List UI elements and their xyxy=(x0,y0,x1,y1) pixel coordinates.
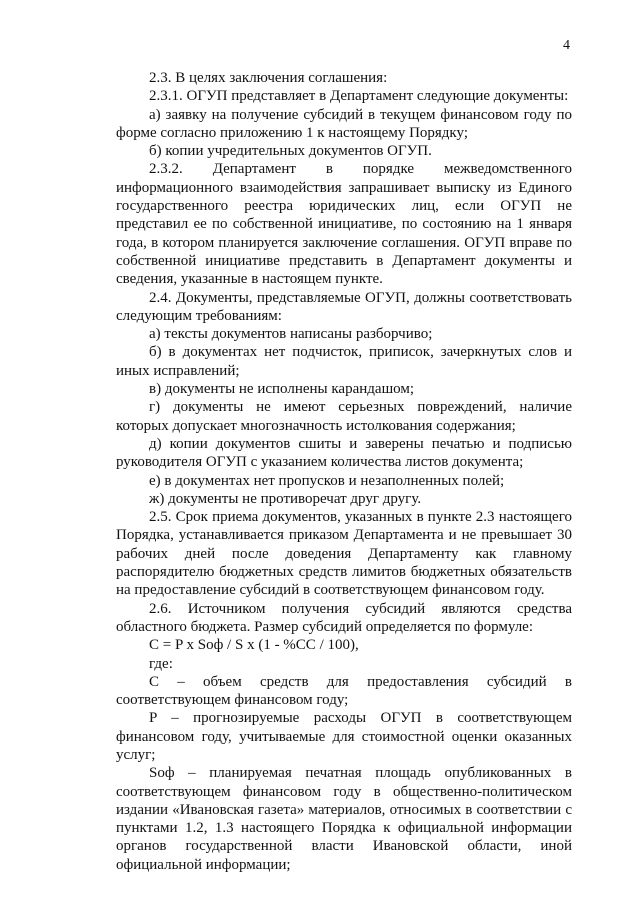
requirement-v: в) документы не исполнены карандашом; xyxy=(149,381,414,398)
paragraph-2-3-2: 2.3.2. Департамент в порядке межведомственного информационного взаимодействия запрашивает выписку из Единого государственного реестра юридических лиц, если ОГУП не представил ее по собственной инициативе, по состоянию на 1 января года, в котором планируется заключение соглашения. ОГУП вправе по собственной инициативе представить в Департамент документы и сведения, указанные в настоящем пункте. xyxy=(116,161,572,288)
requirement-d: д) копии документов сшиты и заверены печатью и подписью руководителя ОГУП с указанием количества листов документа; xyxy=(116,435,572,471)
requirement-b: б) в документах нет подчисток, приписок, зачеркнутых слов и иных исправлений; xyxy=(116,344,572,379)
definition-c: C – объем средств для предоставления субсидий в соответствующем финансовом году; xyxy=(116,673,572,709)
paragraph-2-3-1: 2.3.1. ОГУП представляет в Департамент следующие документы: xyxy=(149,88,569,105)
paragraph-2-6: 2.6. Источником получения субсидий являются средства областного бюджета. Размер субсидий определяется по формуле: xyxy=(116,600,572,635)
formula-where: где: xyxy=(149,655,173,672)
page-number: 4 xyxy=(563,38,570,53)
requirement-a: а) тексты документов написаны разборчиво; xyxy=(149,326,433,343)
definition-sof: Sоф – планируемая печатная площадь опубликованных в соответствующем финансовом году в общественно-политическом издании «Ивановская газета» материалов, относимых в соответствии с пунктами 1.2, 1.3 настоящего Порядка к официальной информации органов государственной власти Ивановской области, иной официальной информации; xyxy=(116,765,572,873)
document-body xyxy=(116,69,572,874)
requirement-g: г) документы не имеют серьезных повреждений, наличие которых допускает многозначность истолкования содержания; xyxy=(116,399,572,434)
paragraph-2-4: 2.4. Документы, представляемые ОГУП, должны соответствовать следующим требованиям: xyxy=(116,289,572,324)
list-item-b-founding-docs: б) копии учредительных документов ОГУП. xyxy=(149,143,432,160)
list-item-a-application: а) заявку на получение субсидий в текущем финансовом году по форме согласно приложению 1 к настоящему Порядку; xyxy=(116,106,572,141)
paragraph-2-5: 2.5. Срок приема документов, указанных в пункте 2.3 настоящего Порядка, устанавливается приказом Департамента и не превышает 30 рабочих дней после доведения Департаменту как главному распорядителю бюджетных средств лимитов бюджетных обязательств на предоставление субсидий в соответствующем финансовом году. xyxy=(116,509,572,599)
subsidy-formula: C = P x Sоф / S x (1 - %CC / 100), xyxy=(149,637,359,654)
definition-p: P – прогнозируемые расходы ОГУП в соответствующем финансовом году, учитываемые для стоимостной оценки оказанных услуг; xyxy=(116,710,572,763)
requirement-e: е) в документах нет пропусков и незаполненных полей; xyxy=(149,472,505,489)
requirement-zh: ж) документы не противоречат друг другу. xyxy=(149,490,422,507)
paragraph-2-3: 2.3. В целях заключения соглашения: xyxy=(149,70,388,86)
